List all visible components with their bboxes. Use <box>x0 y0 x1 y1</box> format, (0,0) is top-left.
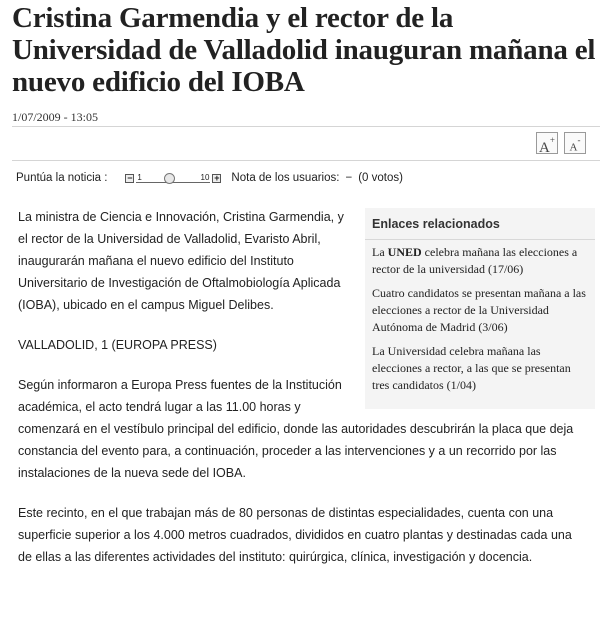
increase-font-button[interactable]: A+ <box>536 132 558 154</box>
rating-min: 1 <box>137 173 142 182</box>
related-links-list <box>365 240 595 409</box>
rating-bar <box>16 168 403 188</box>
paragraph-text: Según informaron a Europa Press fuentes de la Institución académica, el acto tendrá lugar a las 11.00 horas y comenzará en el vestíbulo principal del edificio, donde las autoridades descubrirán la placa que deja constancia del evento para, a continuación, proceder a las intervenciones y a un recorrido por las instalaciones de la nueva sede del IOBA. <box>18 378 574 480</box>
divider <box>12 126 600 127</box>
related-links-heading: Enlaces relacionados <box>365 208 595 240</box>
rating-slider[interactable] <box>136 171 210 185</box>
votes-count: (0 votos) <box>358 172 403 184</box>
paragraph: Este recinto, en el que trabajan más de 80 personas de distintas especialidades, cuenta con una superficie superior a los 4.000 metros cuadrados, divididos en cuatro plantas y destinadas cada una de ellas a las diferentes actividades del instituto: quirúrgica, clínica, investigación y docencia. <box>18 506 572 564</box>
users-rating-value: − <box>345 172 353 184</box>
rating-decrease-button[interactable]: − <box>127 172 133 183</box>
users-rating-label: Nota de los usuarios: <box>231 172 340 184</box>
article-title: Cristina Garmendia y el rector de la Universidad de Valladolid inauguran mañana el nuevo edificio del IOBA <box>12 2 596 98</box>
related-links-box <box>365 208 595 409</box>
rating-increase-button[interactable]: + <box>214 172 220 183</box>
decrease-font-button[interactable]: A- <box>564 132 586 154</box>
related-link[interactable]: La UNED celebra mañana las elecciones a rector de la universidad (17/06) <box>372 245 578 276</box>
related-link[interactable]: La Universidad celebra mañana las elecciones a rector, a las que se presentan tres candidatos (1/04) <box>372 344 571 392</box>
rating-label: Puntúa la noticia : <box>16 172 108 184</box>
paragraph: VALLADOLID, 1 (EUROPA PRESS) <box>18 338 217 352</box>
related-link[interactable]: Cuatro candidatos se presentan mañana a las elecciones a rector de la Universidad Autónoma de Madrid (3/06) <box>372 286 586 334</box>
rating-max: 10 <box>200 173 210 182</box>
paragraph: La ministra de Ciencia e Innovación, Cristina Garmendia, y el rector de la Universidad de Valladolid, Evaristo Abril, inaugurarán mañana el nuevo edificio del Instituto Universitario de Investigación de Oftalmobiología Aplicada (IOBA), ubicado en el campus Miguel Delibes. <box>18 210 344 312</box>
divider <box>12 160 600 161</box>
article-date: 1/07/2009 - 13:05 <box>12 110 98 124</box>
